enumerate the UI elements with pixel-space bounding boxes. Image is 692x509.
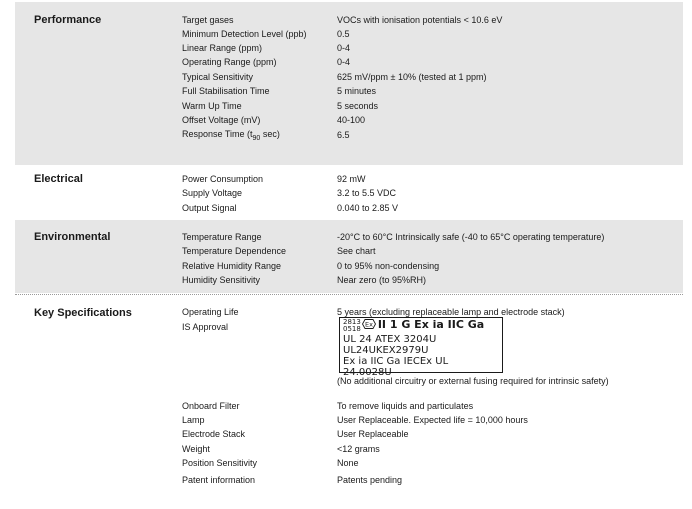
spec-label: Weight xyxy=(182,444,210,454)
cert-marking: II 1 G Ex ia IIC Ga xyxy=(377,318,485,331)
cert-note: (No additional circuitry or external fusing required for intrinsic safety) xyxy=(337,376,609,386)
spec-label: Temperature Range xyxy=(182,232,262,242)
spec-value: To remove liquids and particulates xyxy=(337,401,474,411)
spec-value: 0.5 xyxy=(337,29,350,39)
cert-line-4: Ex ia IIC Ga IECEx UL 24.0028U xyxy=(343,356,449,378)
performance-title: Performance xyxy=(34,14,102,26)
spec-label: Onboard Filter xyxy=(182,401,240,411)
key-specs-title: Key Specifications xyxy=(34,307,132,319)
spec-value: 0 to 95% non-condensing xyxy=(337,261,440,271)
response-time-label xyxy=(182,129,280,142)
spec-value: 625 mV/ppm ± 10% (tested at 1 ppm) xyxy=(337,72,487,82)
spec-value: 6.5 xyxy=(337,130,350,140)
spec-label: Operating Range (ppm) xyxy=(182,57,277,67)
spec-label: Electrode Stack xyxy=(182,429,246,439)
spec-value: Near zero (to 95%RH) xyxy=(337,275,427,285)
spec-value: 5 minutes xyxy=(337,86,377,96)
spec-label: Warm Up Time xyxy=(182,101,242,111)
performance-section xyxy=(15,2,683,165)
spec-label: Supply Voltage xyxy=(182,188,243,198)
spec-value: 3.2 to 5.5 VDC xyxy=(337,188,397,198)
ex-hexagon-icon-label: Ex xyxy=(364,320,373,329)
key-specs-section xyxy=(15,296,683,501)
spec-value: 0.040 to 2.85 V xyxy=(337,203,399,213)
spec-value: 5 years (excluding replaceable lamp and electrode stack) xyxy=(337,307,565,317)
spec-value: None xyxy=(337,458,359,468)
ex-hexagon-icon xyxy=(362,319,376,329)
environmental-section xyxy=(15,220,683,293)
cert-line-3: UL24UKEX2979U xyxy=(343,345,429,356)
response-time-label-main: Response Time (t xyxy=(182,129,253,139)
spec-label: Humidity Sensitivity xyxy=(182,275,261,285)
spec-label: Output Signal xyxy=(182,203,237,213)
spec-value: 40-100 xyxy=(337,115,366,125)
spec-value: User Replaceable xyxy=(337,429,409,439)
spec-label: Minimum Detection Level (ppb) xyxy=(182,29,307,39)
spec-label: Power Consumption xyxy=(182,174,264,184)
spec-label: Typical Sensitivity xyxy=(182,72,254,82)
spec-value: 0-4 xyxy=(337,43,351,53)
cert-numbers: 2813 0518 xyxy=(343,318,361,333)
spec-label: Linear Range (ppm) xyxy=(182,43,263,53)
spec-label: Offset Voltage (mV) xyxy=(182,115,261,125)
response-time-subscript: 90 xyxy=(252,134,261,142)
spec-label: Lamp xyxy=(182,415,205,425)
spec-label: Temperature Dependence xyxy=(182,246,287,256)
spec-value: User Replaceable. Expected life = 10,000 hours xyxy=(337,415,528,425)
spec-label: Patent information xyxy=(182,475,256,485)
spec-label: IS Approval xyxy=(182,322,229,332)
spec-label: Position Sensitivity xyxy=(182,458,258,468)
spec-label: Relative Humidity Range xyxy=(182,261,282,271)
certification-box xyxy=(339,317,503,378)
spec-value: 5 seconds xyxy=(337,101,379,111)
spec-value: 0-4 xyxy=(337,57,351,67)
spec-label: Target gases xyxy=(182,15,234,25)
spec-value: <12 grams xyxy=(337,444,380,454)
spec-label: Operating Life xyxy=(182,307,239,317)
spec-value: VOCs with ionisation potentials < 10.6 eV xyxy=(337,15,503,25)
cert-line-1 xyxy=(343,319,499,334)
spec-label: Full Stabilisation Time xyxy=(182,86,270,96)
spec-value: See chart xyxy=(337,246,376,256)
cert-line-2: UL 24 ATEX 3204U xyxy=(343,334,437,345)
spec-value: Patents pending xyxy=(337,475,403,485)
electrical-section xyxy=(15,165,683,220)
response-time-label-tail: sec) xyxy=(260,129,280,139)
environmental-title: Environmental xyxy=(34,231,111,243)
electrical-title: Electrical xyxy=(34,173,83,185)
spec-value: 92 mW xyxy=(337,174,366,184)
section-divider xyxy=(15,294,683,295)
spec-value: -20°C to 60°C Intrinsically safe (-40 to 65°C operating temperature) xyxy=(337,232,605,242)
